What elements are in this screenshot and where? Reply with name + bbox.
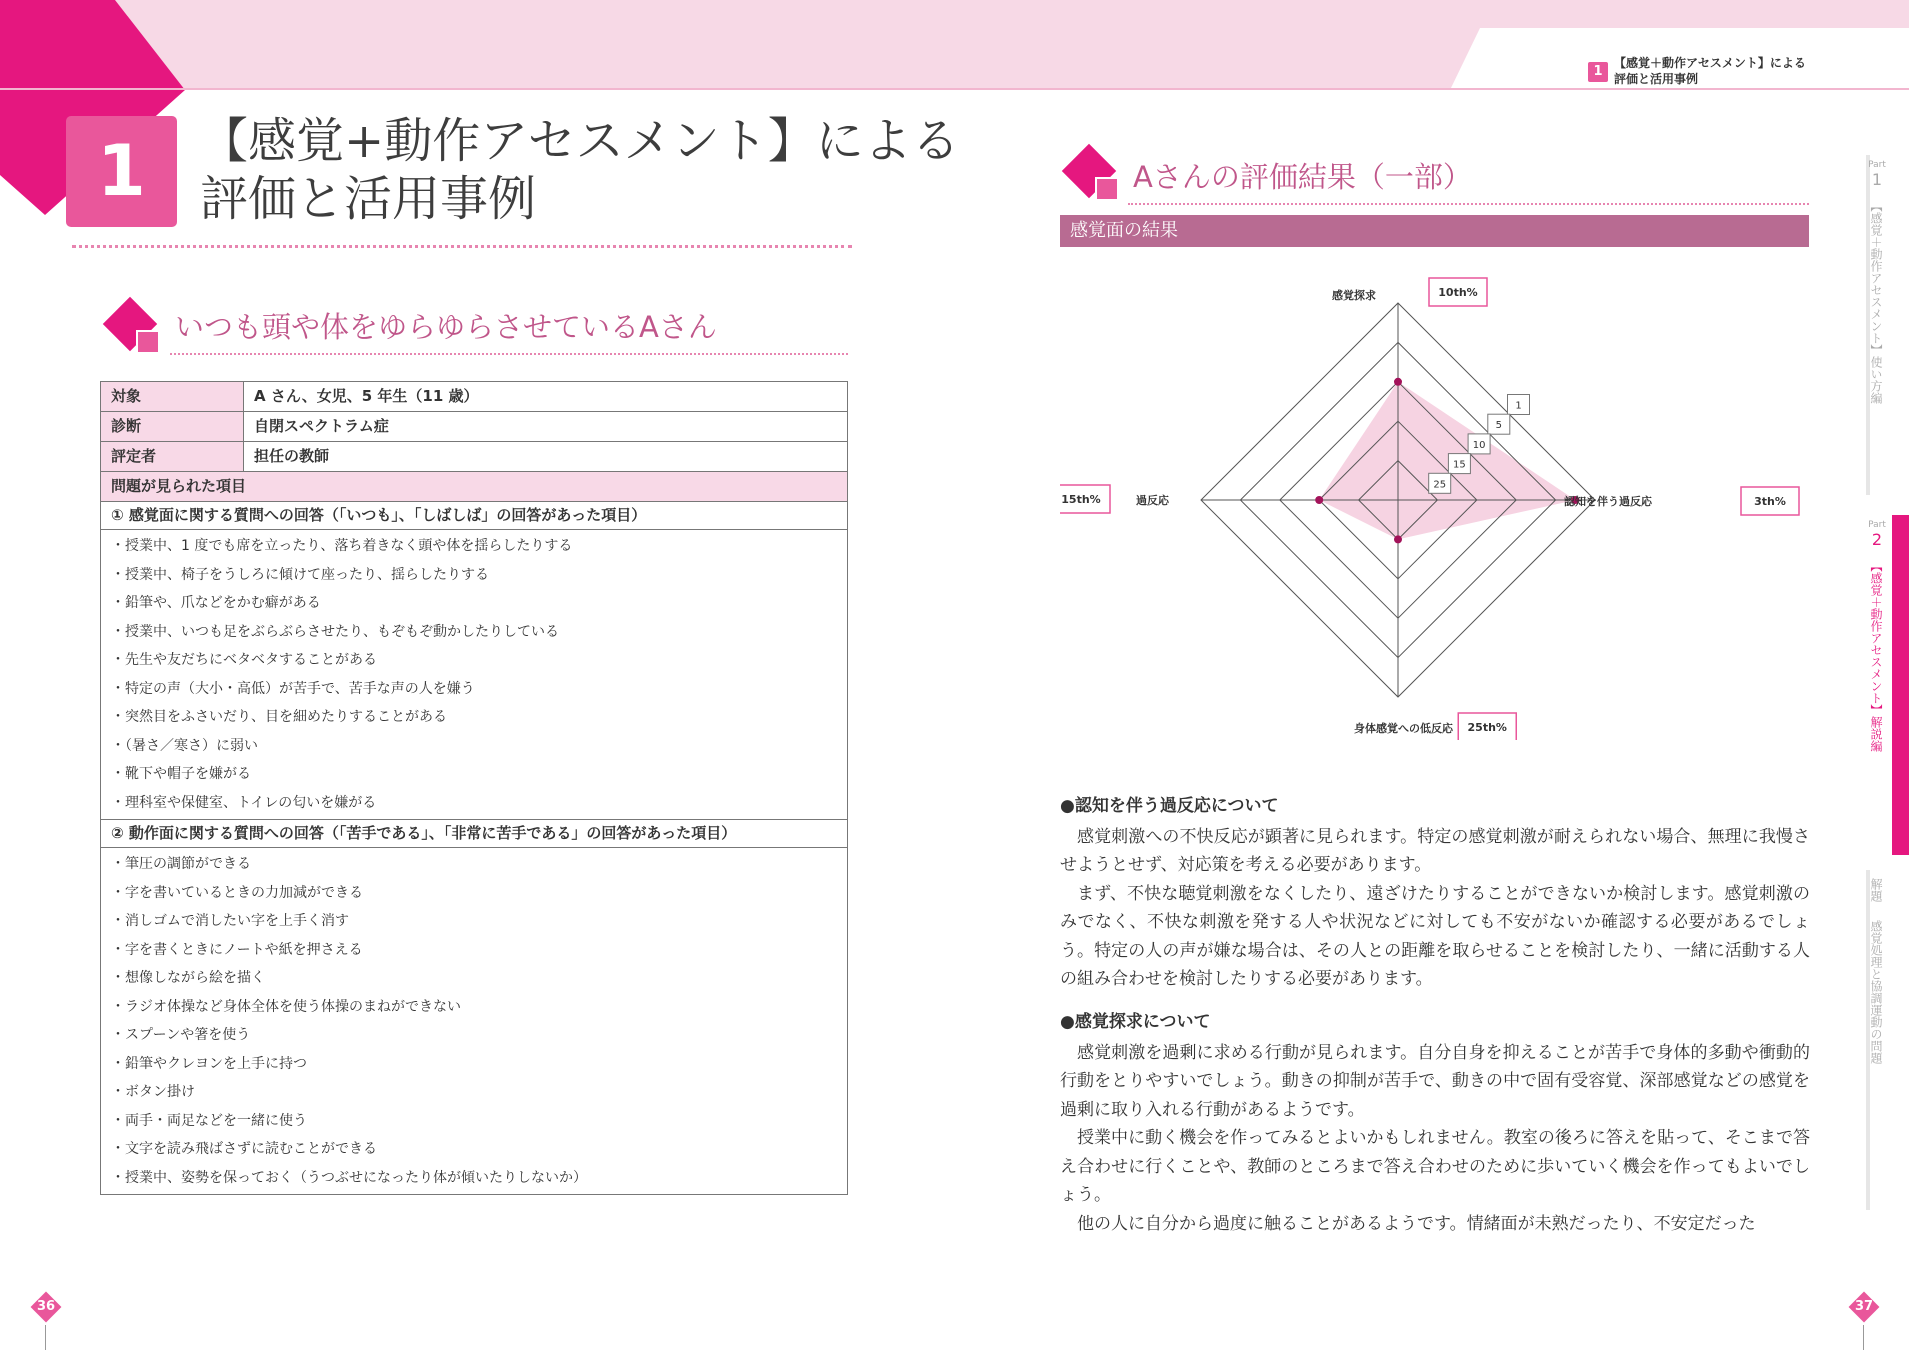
side-part-label: Part: [1868, 160, 1886, 170]
side-part2-text: 【感覚＋動作アセスメント】解説編: [1869, 560, 1883, 752]
sensory-subheader: ① 感覚面に関する質問への回答（「いつも」、「しばしば」の回答があった項目）: [101, 502, 847, 530]
left-section-rule: [170, 353, 848, 355]
profile-label: 評定者: [101, 442, 244, 471]
notes-block-2: [1060, 1008, 1810, 1238]
running-header-title: [1614, 55, 1806, 87]
profile-row-diagnosis: [101, 412, 847, 442]
running-header-line2: 評価と活用事例: [1614, 72, 1699, 86]
motor-subheader: ② 動作面に関する質問への回答（「苦手である」、「非常に苦手である」の回答があった項目）: [101, 820, 847, 848]
notes-block-1: [1060, 792, 1810, 994]
page-number-text: 37: [1854, 1299, 1874, 1314]
list-item: ・特定の声（大小・高低）が苦手で、苦手な声の人を嫌う: [111, 680, 475, 697]
list-item: ・字を書くときにノートや紙を押さえる: [111, 941, 363, 958]
radar-chart: [1060, 260, 1809, 740]
page-number-right: [1850, 1293, 1878, 1321]
profile-row-rater: [101, 442, 847, 472]
note-paragraph: 授業中に動く機会を作ってみるとよいかもしれません。教室の後ろに答えを貼って、そこまで答え合わせに行くことや、教師のところまで答え合わせのために歩いていく機会を作ってもよいでしょう。: [1060, 1128, 1810, 1205]
running-header-number: 1: [1588, 62, 1608, 82]
list-item: ・靴下や帽子を嫌がる: [111, 766, 251, 782]
side-commentary-label: 解題: [1869, 878, 1883, 902]
list-item: ・想像しながら絵を描く: [111, 970, 265, 986]
list-item: ・先生や友だちにベタベタすることがある: [111, 652, 377, 668]
list-item: ・授業中、1 度でも席を立ったり、落ち着きなく頭や体を揺らしたりする: [111, 538, 573, 554]
page-number-left: [32, 1293, 60, 1321]
radar-data-point: [1315, 496, 1323, 504]
result-band-title: 感覚面の結果: [1060, 215, 1809, 247]
note-heading: ●感覚探求について: [1060, 1012, 1211, 1032]
radar-axis-label: 認知を伴う過反応: [1564, 495, 1652, 508]
radar-scale-label: 15: [1453, 459, 1466, 471]
radar-scale-label: 25: [1433, 479, 1447, 491]
list-item: ・理科室や保健室、トイレの匂いを嫌がる: [111, 794, 377, 811]
list-item: ・鉛筆や、爪などをかむ癖がある: [111, 595, 321, 611]
radar-scale-tick: [1429, 473, 1451, 493]
radar-percentile-badge: [1429, 278, 1487, 306]
note-paragraph: 他の人に自分から過度に触ることがあるようです。情緒面が未熟だったり、不安定だった: [1077, 1213, 1756, 1234]
list-item: ・筆圧の調節ができる: [111, 856, 251, 872]
note-heading: ●認知を伴う過反応について: [1060, 796, 1279, 816]
radar-percentile-label: 10th%: [1438, 286, 1478, 299]
list-item: ・ボタン掛け: [111, 1084, 195, 1100]
note-paragraph: 感覚刺激を過剰に求める行動が見られます。自分自身を抑えることが苦手で身体的多動や衝動的行動をとりやすいでしょう。動きの抑制が苦手で、動きの中で固有受容覚、深部感覚などの感覚を過剰に取り入れる行動があるようです。: [1060, 1042, 1810, 1120]
radar-scale-tick: [1508, 395, 1530, 415]
chapter-rule: [72, 245, 852, 248]
motor-item-list: [101, 848, 847, 1194]
radar-scale-tick: [1488, 414, 1510, 434]
list-item: ・授業中、椅子をうしろに傾けて座ったり、揺らしたりする: [111, 566, 489, 583]
list-item: ・文字を読み飛ばさずに読むことができる: [111, 1141, 377, 1157]
side-commentary-text: 感覚処理と協調運動の問題: [1869, 920, 1883, 1064]
side-tab-part2-active[interactable]: [1892, 515, 1909, 855]
radar-scale-tick: [1468, 434, 1490, 454]
list-item: ・（暑さ／寒さ）に弱い: [111, 737, 258, 754]
profile-value: 担任の教師: [254, 447, 330, 465]
radar-percentile-badge: [1458, 713, 1516, 740]
radar-percentile-badge: [1060, 485, 1110, 513]
page-number-text: 36: [36, 1299, 56, 1314]
profile-label: 対象: [101, 382, 244, 411]
left-section-title: いつも頭や体をゆらゆらさせているAさん: [175, 310, 717, 344]
list-item: ・消しゴムで消したい字を上手く消す: [111, 913, 349, 929]
list-item: ・授業中、いつも足をぶらぶらさせたり、もぞもぞ動かしたりしている: [111, 623, 559, 640]
radar-data-point: [1394, 378, 1402, 386]
radar-axis-label: 感覚探求: [1332, 289, 1376, 302]
section-diamond-icon: [104, 298, 156, 350]
note-paragraph: まず、不快な聴覚刺激をなくしたり、遠ざけたりすることができないか検討します。感覚刺激のみでなく、不快な刺激を発する人や状況などに対しても不安がないか確認する必要があるでしょう。特定の人の声が嫌な場合は、その人との距離を取らせることを検討したり、一緒に活動する人の組み合わせを検討したりする必要があります。: [1060, 883, 1810, 989]
side-part2-num: 2: [1871, 530, 1883, 549]
note-paragraph: 感覚刺激への不快反応が顕著に見られます。特定の感覚刺激が耐えられない場合、無理に我慢させようとせず、対応策を考える必要があります。: [1060, 826, 1810, 875]
list-item: ・両手・両足などを一緒に使う: [111, 1112, 307, 1129]
right-section-rule: [1128, 203, 1809, 205]
radar-percentile-label: 3th%: [1754, 495, 1786, 508]
list-item: ・スプーンや箸を使う: [111, 1027, 251, 1043]
profile-table: [100, 381, 848, 1195]
right-section-title: Aさんの評価結果（一部）: [1133, 160, 1472, 194]
profile-row-subject: [101, 382, 847, 412]
sensory-item-list: [101, 530, 847, 820]
chapter-title-line2: 評価と活用事例: [200, 171, 537, 227]
issues-header: 問題が見られた項目: [101, 472, 847, 502]
side-part1-text: 【感覚＋動作アセスメント】使い方編: [1869, 200, 1883, 404]
radar-percentile-label: 15th%: [1061, 493, 1101, 506]
top-rule: [0, 88, 1909, 90]
list-item: ・授業中、姿勢を保っておく（うつぶせになったり体が傾いたりしないか）: [111, 1169, 587, 1186]
radar-scale-label: 10: [1472, 439, 1486, 451]
chapter-title: [200, 112, 960, 228]
profile-label: 診断: [101, 412, 244, 441]
profile-value: A さん、女児、5 年生（11 歳）: [254, 387, 479, 405]
radar-data-point: [1394, 535, 1402, 543]
list-item: ・字を書いているときの力加減ができる: [111, 884, 363, 901]
list-item: ・鉛筆やクレヨンを上手に持つ: [111, 1055, 307, 1072]
radar-percentile-label: 25th%: [1467, 721, 1507, 734]
radar-scale-tick: [1448, 454, 1470, 474]
running-header-line1: 【感覚＋動作アセスメント】による: [1614, 56, 1806, 70]
section-diamond-icon: [1063, 145, 1115, 197]
side-part-label: Part: [1868, 520, 1886, 530]
radar-data-area: [1319, 382, 1575, 540]
profile-value: 自閉スペクトラム症: [254, 417, 389, 435]
side-part1-num: 1: [1871, 170, 1883, 189]
radar-axis-label: 過反応: [1136, 494, 1169, 507]
chapter-number: 1: [66, 116, 177, 227]
radar-scale-label: 1: [1515, 400, 1522, 412]
list-item: ・ラジオ体操など身体全体を使う体操のまねができない: [111, 998, 461, 1015]
radar-scale-label: 5: [1495, 420, 1502, 432]
list-item: ・突然目をふさいだり、目を細めたりすることがある: [111, 709, 447, 725]
chapter-title-line1: 【感覚+動作アセスメント】による: [200, 113, 960, 169]
radar-percentile-badge: [1741, 487, 1799, 515]
radar-axis-label: 身体感覚への低反応: [1354, 722, 1453, 735]
radar-gridlines: [1201, 303, 1595, 697]
